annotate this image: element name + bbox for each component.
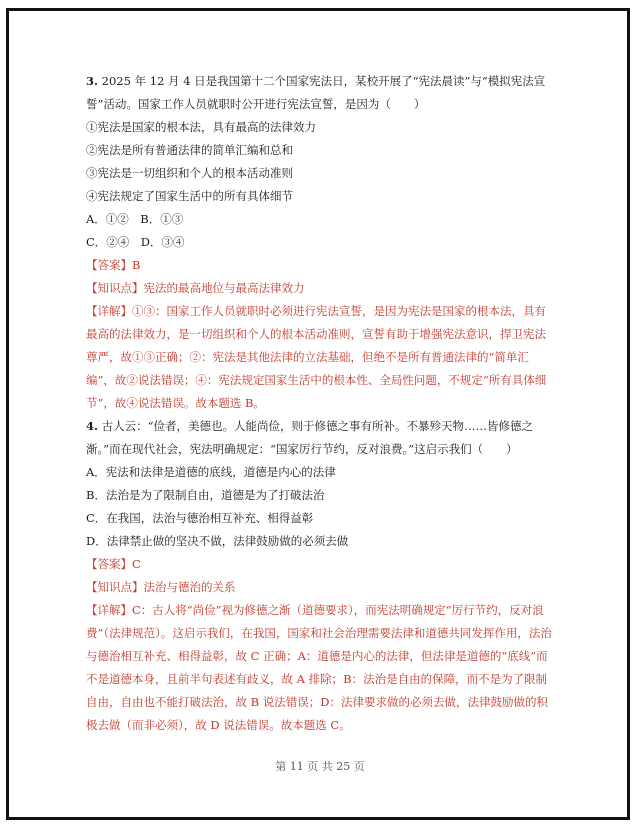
option-line-2: C．②④ D．③④ [86, 235, 185, 249]
option-c: C．在我国，法治与德治相互补充、相得益彰 [86, 511, 314, 525]
document-page [86, 70, 556, 737]
knowledge-point: 【知识点】宪法的最高地位与最高法律效力 [86, 281, 305, 295]
explanation: 【详解】①③：国家工作人员就职时必须进行宪法宣誓，是因为宪法是国家的根本法，具有最高的法律效力，是一切组织和个人的根本活动准则，宣誓有助于增强宪法意识，捍卫宪法尊严，故①③正确；②：宪法是其他法律的立法基础，但绝不是所有普通法律的“简单汇编”，故②说法错误；④：宪法规定国家生活中的根本性、全局性问题，不规定“所有具体细节”，故④说法错误。故本题选 B。 [86, 304, 547, 410]
answer: 【答案】C [86, 557, 141, 571]
option-line-1: A．①② B．①③ [86, 212, 184, 226]
question-stem: 2025 年 12 月 4 日是我国第十二个国家宪法日，某校开展了“宪法晨读”与“模拟宪法宣誓”活动。国家工作人员就职时公开进行宪法宣誓，是因为（ ） [86, 74, 546, 111]
answer: 【答案】B [86, 258, 141, 272]
question-number: 3. [86, 74, 99, 88]
statement-2: ②宪法是所有普通法律的简单汇编和总和 [86, 143, 293, 157]
question-stem: 古人云：“俭者，美德也。人能尚俭，则于修德之事有所补。不暴殄天物……皆修德之渐。”而在现代社会，宪法明确规定：“国家厉行节约，反对浪费。”这启示我们（ ） [86, 419, 534, 456]
explanation: 【详解】C：古人将“尚俭”视为修德之渐（道德要求），而宪法明确规定“厉行节约，反对浪费”（法律规范）。这启示我们，在我国，国家和社会治理需要法律和道德共同发挥作用，法治与德治相互补充、相得益彰，故 C 正确；A：道德是内心的法律，但法律是道德的“底线”而不是道德本身，且前半句表述有歧义，故 A 排除；B：法治是自由的保障，而不是为了限制自由，自由也不能打破法治，故 B 说法错误；D：法律要求做的必须去做，法律鼓励做的积极去做（而非必须），故 D 说法错误。故本题选 C。 [86, 603, 552, 732]
statement-4: ④宪法规定了国家生活中的所有具体细节 [86, 189, 293, 203]
question-3 [86, 70, 556, 415]
option-d: D．法律禁止做的坚决不做，法律鼓励做的必须去做 [86, 534, 349, 548]
option-b: B．法治是为了限制自由，道德是为了打破法治 [86, 488, 325, 502]
option-a: A．宪法和法律是道德的底线，道德是内心的法律 [86, 465, 336, 479]
knowledge-point: 【知识点】法治与德治的关系 [86, 580, 236, 594]
statement-1: ①宪法是国家的根本法，具有最高的法律效力 [86, 120, 316, 134]
page-footer: 第 11 页 共 25 页 [275, 760, 365, 773]
question-4 [86, 415, 556, 737]
statement-3: ③宪法是一切组织和个人的根本活动准则 [86, 166, 293, 180]
question-number: 4. [86, 419, 99, 433]
